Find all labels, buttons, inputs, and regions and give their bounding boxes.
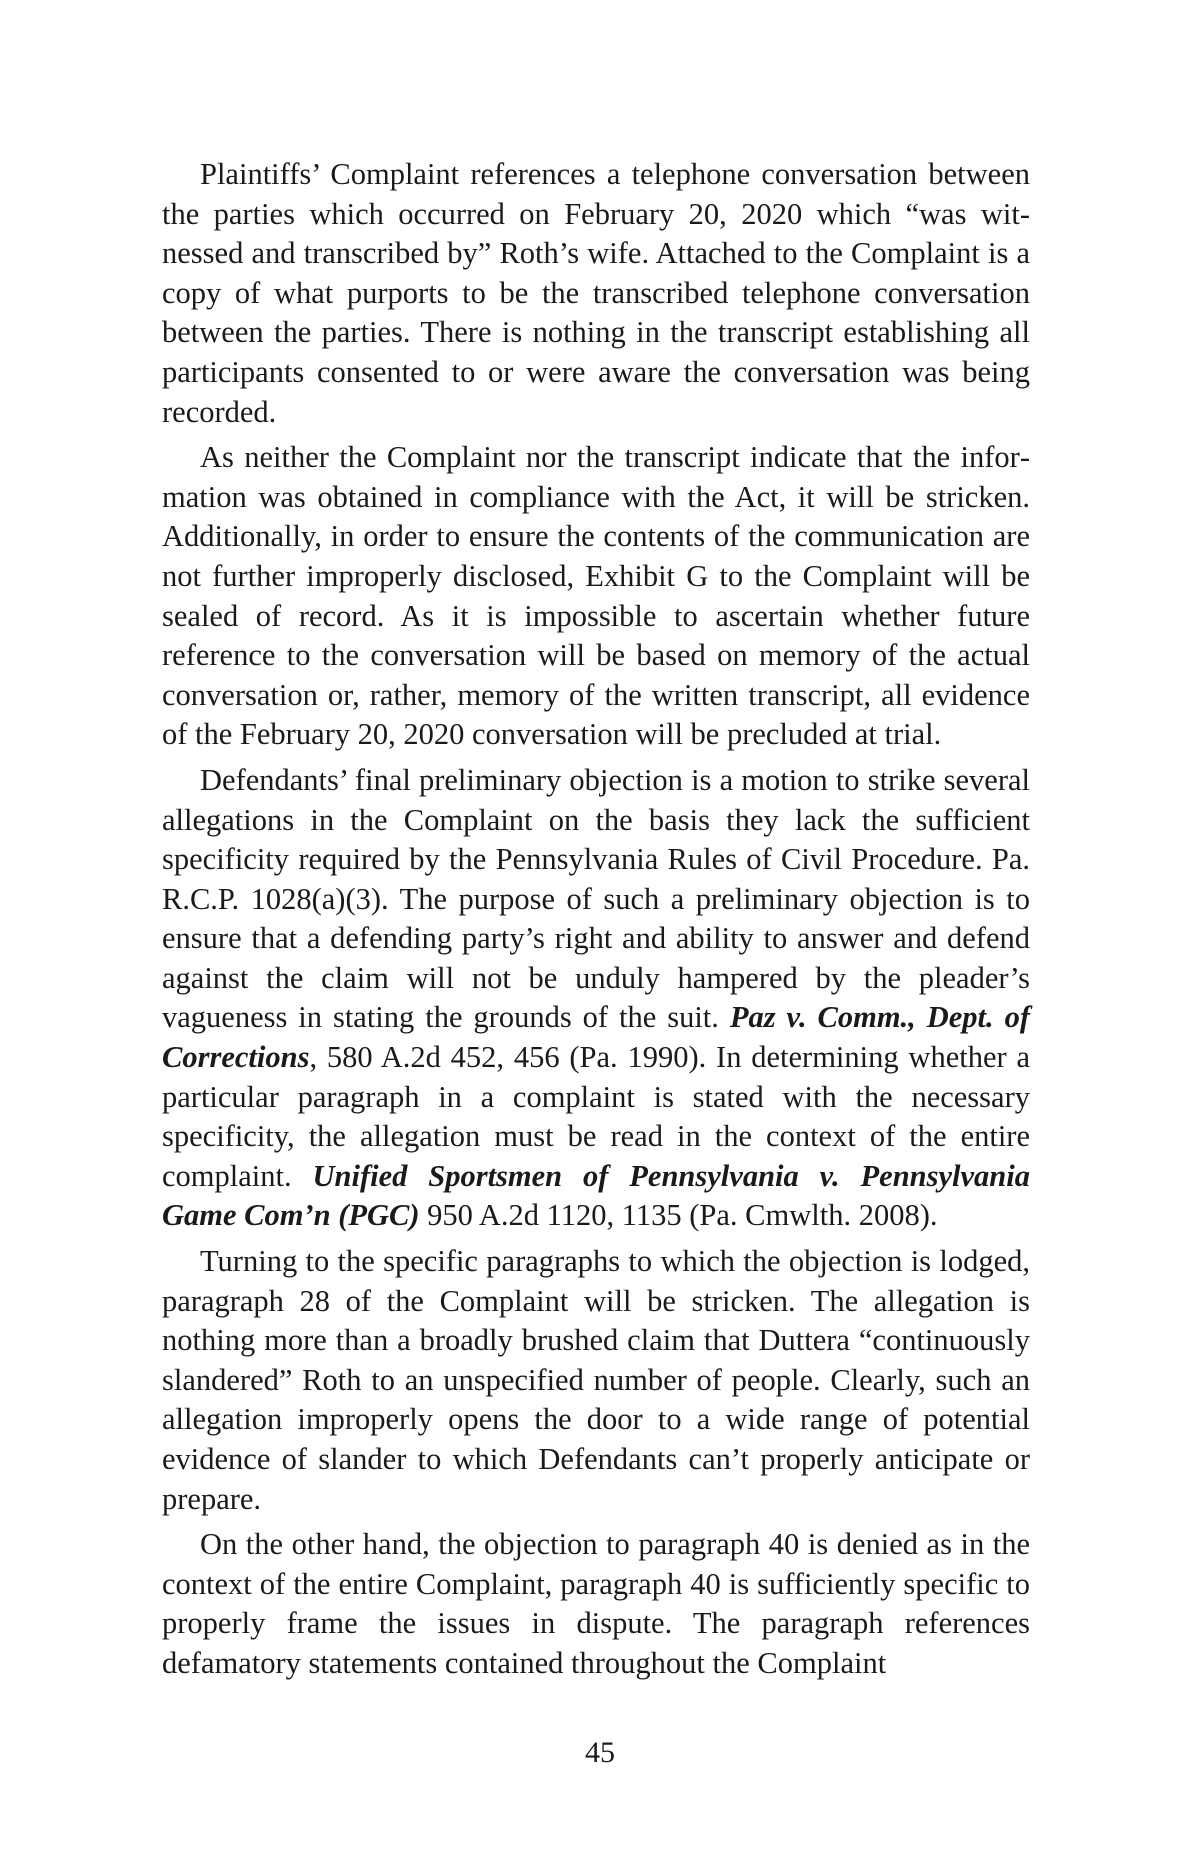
paragraph-paragraph-28 — [162, 1242, 1030, 1519]
case-citation-paz: Paz v. Comm., Dept. of Corrections — [162, 1000, 1030, 1075]
paragraph-text: On the other hand, the objection to paragraph 40 is denied as in the context of the entire Complaint, paragraph 40 is sufficiently specific to properly frame the issues in dispute. The paragraph references defamatory statements contained throughout the Complaint — [162, 1527, 1030, 1680]
paragraph-text: Plaintiffs’ Complaint references a telephone conversation between the parties which occurred on February 20, 2020 which “was witnessed and transcribed by” Roth’s wife. Attached to the Complaint is a copy of what purports to be the transcribed telephone conversation between the parties. There is nothing in the transcript establishing all participants consented to or were aware the conversation was being recorded. — [162, 157, 1030, 429]
paragraph-specificity-objection — [162, 761, 1030, 1236]
body-text — [162, 155, 1030, 1690]
paragraph-text: Defendants’ final preliminary objection is a motion to strike several allegations in the Complaint on the basis they lack the sufficient specificity required by the Pennsylvania Rules of Civil Procedure. Pa. R.C.P. 1028(a)(3). The purpose of such a preliminary objection is to ensure that a defending party’s right and ability to answer and defend against the claim will not be unduly hampered by the pleader’s vagueness in stating the grounds of the suit. — [162, 762, 1030, 1035]
paragraph-text: 950 A.2d 1120, 1135 (Pa. Cmwlth. 2008). — [419, 1198, 938, 1233]
page-number: 45 — [585, 1736, 615, 1769]
paragraph-text: , 580 A.2d 452, 456 (Pa. 1990). In determining whether a particular paragraph in a complaint is stated with the necessary specificity, the allegation must be read in the context of the entire complaint. — [162, 1040, 1030, 1193]
paragraph-transcript-stricken — [162, 438, 1030, 755]
paragraph-complaint-conversation — [162, 155, 1030, 432]
case-citation-unified-sportsmen: Unified Sportsmen of Pennsylvania v. Pennsylvania Game Com’n (PGC) — [162, 1158, 1030, 1233]
paragraph-text: As neither the Complaint nor the transcript indicate that the information was obtained in compliance with the Act, it will be stricken. Additionally, in order to ensure the contents of the communication are not further improperly disclosed, Exhibit G to the Complaint will be sealed of record. As it is impossible to ascertain whether future reference to the conversation will be based on memory of the actual conversation or, rather, memory of the written transcript, all evidence of the February 20, 2020 conversation will be precluded at trial. — [162, 440, 1030, 752]
paragraph-text: Turning to the specific paragraphs to which the objection is lodged, paragraph 28 of the Complaint will be stricken. The allegation is nothing more than a broadly brushed claim that Duttera “continuously slandered” Roth to an unspecified number of people. Clearly, such an allegation improperly opens the door to a wide range of potential evidence of slander to which Defendants can’t properly anticipate or prepare. — [162, 1244, 1030, 1516]
paragraph-paragraph-40 — [162, 1525, 1030, 1683]
